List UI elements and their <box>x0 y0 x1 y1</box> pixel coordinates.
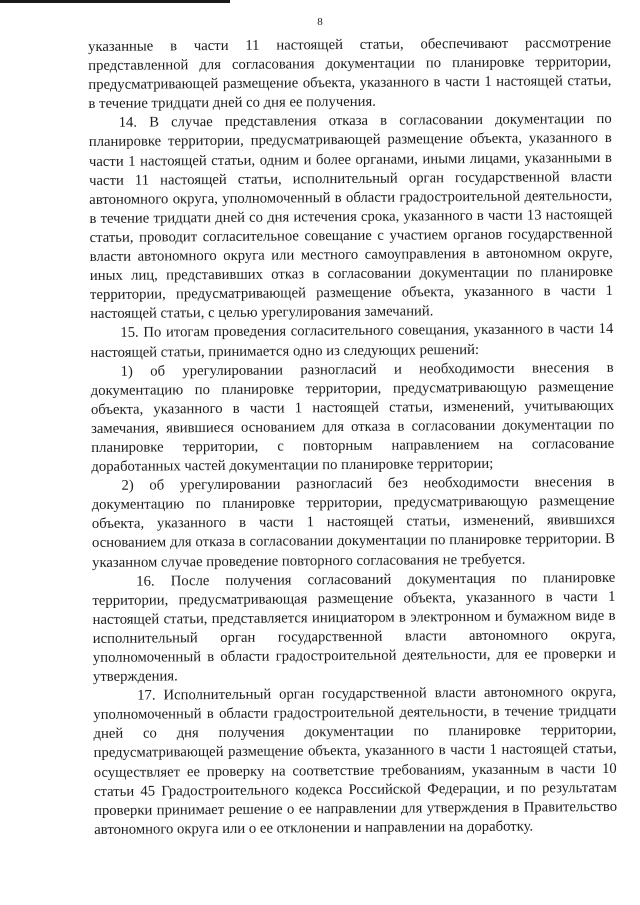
page-number: 8 <box>317 16 323 28</box>
paragraph-15-item-1: 1) об урегулировании разногласий и необходимости внесения в документацию по планировке территории, предусматривающую размещение объекта, указанного в части 1 настоящей статьи, изменений, учитывающих замечания, явившиеся основанием для отказа в согласовании документации по планировке территории, с повторным направлением на согласование доработанных частей документации по планировке территории; <box>90 359 615 476</box>
paragraph-continuation: указанные в части 11 настоящей статьи, обеспечивают рассмотрение представленной для согласования документации по планировке территории, предусматривающей размещение объекта, указанного в части 1 настоящей статьи, в течение тридцати дней со дня ее получения. <box>88 34 612 113</box>
paragraph-15: 15. По итогам проведения согласительного совещания, указанного в части 14 настоящей статьи, принимается одно из следующих решений: <box>90 321 614 361</box>
paragraph-16: 16. После получения согласований документация по планировке территории, предусматривающая размещение объекта, указанного в части 1 настоящей статьи, представляется инициатором в электронном и бумажном виде в исполнительный орган государственной власти автономного округа, уполномоченный в области градостроительной деятельности, для ее проверки и утверждения. <box>92 569 616 686</box>
paragraph-14: 14. В случае представления отказа в согласовании документации по планировке территории, предусматривающей размещение объекта, указанного в части 1 настоящей статьи, одним и более органами, иными лицами, указанными в части 11 настоящей статьи, исполнительный орган государственной власти автономного округа, уполномоченный в области градостроительной деятельности, в течение тридцати дней со дня истечения срока, указанного в части 13 настоящей статьи, проводит согласительное совещание с участием органов государственной власти автономного округа или местного самоуправления в автономном округе, иных лиц, представивших отказ в согласовании документации по планировке территории, предусматривающей размещение объекта, указанного в части 1 настоящей статьи, с целью урегулирования замечаний. <box>88 111 614 323</box>
document-body <box>88 34 617 840</box>
paragraph-15-item-2: 2) об урегулировании разногласий без необходимости внесения в документацию по планировке территории, предусматривающую размещение объекта, указанного в части 1 настоящей статьи, изменений, явившихся основанием для отказа в согласовании документации по планировке территории. В указанном случае проведение повторного согласования не требуется. <box>91 474 616 571</box>
top-edge-rule <box>0 0 230 3</box>
paragraph-17: 17. Исполнительный орган государственной власти автономного округа, уполномоченный в области градостроительной деятельности, в течение тридцати дней со дня получения документации по планировке территории, предусматривающей размещение объекта, указанного в части 1 настоящей статьи, осуществляет ее проверку на соответствие требованиям, указанным в части 10 статьи 45 Градостроительного кодекса Российской Федерации, и по результатам проверки принимает решение о ее направлении для утверждения в Правительство автономного округа или о ее отклонении и направлении на доработку. <box>93 684 618 838</box>
